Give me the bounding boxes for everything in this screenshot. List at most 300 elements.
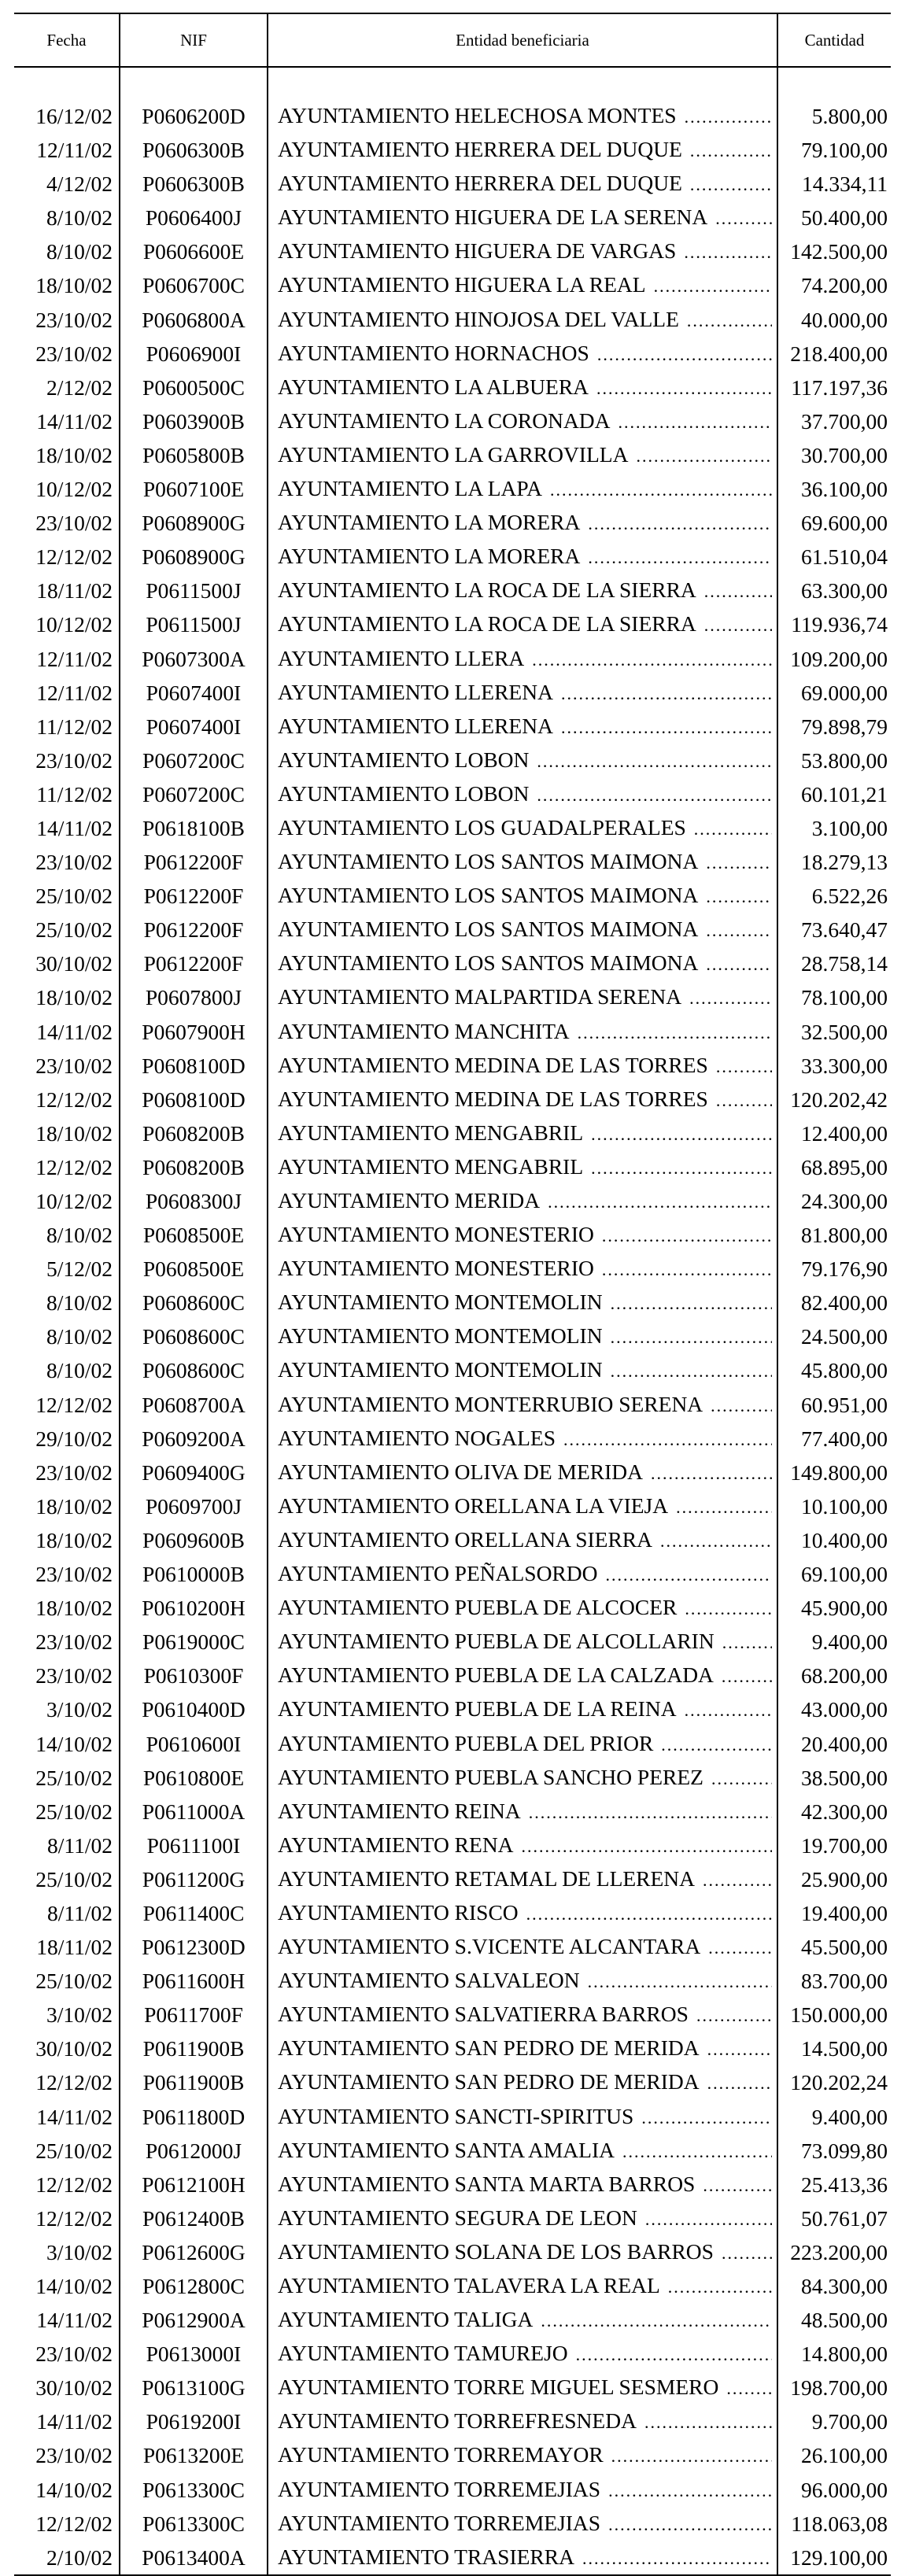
dot-leader (690, 135, 772, 167)
entidad-name: AYUNTAMIENTO MANCHITA (278, 1018, 570, 1043)
cell-fecha: 23/10/02 (14, 303, 120, 337)
dot-leader (582, 2542, 772, 2574)
cell-cantidad: 83.700,00 (801, 1969, 888, 1994)
cell-nif: P0610400D (120, 1692, 268, 1726)
cell-nif: P0608100D (120, 1049, 268, 1083)
dot-leader (726, 2372, 772, 2404)
cell-fecha: 18/10/02 (14, 1116, 120, 1150)
cell-cantidad: 14.334,11 (802, 172, 888, 197)
cell-nif: P0608200B (120, 1150, 268, 1184)
cell-fecha: 23/10/02 (14, 1625, 120, 1659)
dot-leader (608, 2475, 772, 2507)
cell-fecha: 11/12/02 (14, 777, 120, 811)
table-row (14, 1083, 891, 1116)
table-row (14, 2269, 891, 2303)
entidad-name: AYUNTAMIENTO LOBON (278, 747, 530, 772)
cell-nif: P0610800E (120, 1761, 268, 1795)
entidad-name: AYUNTAMIENTO SAN PEDRO DE MERIDA (278, 2035, 700, 2061)
cell-entidad (268, 371, 777, 404)
entidad-name: AYUNTAMIENTO LA CORONADA (278, 408, 611, 433)
cell-nif: P0606300B (120, 167, 268, 201)
subsidy-table (14, 13, 891, 2576)
cell-cantidad: 20.400,00 (801, 1731, 888, 1756)
cell-fecha: 25/10/02 (14, 2134, 120, 2168)
cell-entidad (268, 472, 777, 506)
table-row (14, 337, 891, 371)
cell-cantidad: 6.522,26 (811, 884, 888, 909)
cell-cantidad: 5.800,00 (811, 104, 888, 128)
cell-fecha: 10/12/02 (14, 1184, 120, 1218)
dot-leader (661, 1729, 772, 1761)
cell-cantidad: 45.900,00 (801, 1596, 888, 1621)
cell-fecha: 2/10/02 (14, 2541, 120, 2575)
cell-fecha: 14/11/02 (14, 1015, 120, 1049)
cell-fecha: 8/11/02 (14, 1896, 120, 1930)
cell-cantidad: 79.100,00 (801, 138, 888, 163)
header-entidad: Entidad beneficiaria (268, 13, 777, 67)
entidad-name: AYUNTAMIENTO HIGUERA DE VARGAS (278, 238, 677, 264)
table-row (14, 2134, 891, 2168)
cell-nif: P0612600G (120, 2235, 268, 2269)
cell-entidad (268, 607, 777, 641)
cell-nif: P0612200F (120, 913, 268, 947)
dot-leader (703, 2169, 772, 2201)
cell-cantidad: 218.400,00 (790, 341, 888, 366)
cell-nif: P0608300J (120, 1184, 268, 1218)
entidad-name: AYUNTAMIENTO SANCTI-SPIRITUS (278, 2103, 634, 2128)
entidad-name: AYUNTAMIENTO LOS GUADALPERALES (278, 814, 686, 840)
entidad-name: AYUNTAMIENTO REINA (278, 1798, 521, 1823)
cell-fecha: 23/10/02 (14, 2337, 120, 2371)
cell-cantidad: 73.640,47 (801, 917, 888, 943)
cell-nif: P0611700F (120, 1998, 268, 2032)
cell-cantidad: 77.400,00 (801, 1426, 888, 1451)
dot-leader (537, 745, 772, 777)
entidad-name: AYUNTAMIENTO TALIGA (278, 2307, 534, 2332)
cell-fecha: 5/12/02 (14, 1252, 120, 1286)
cell-entidad (268, 2168, 777, 2201)
table-row (14, 2201, 891, 2235)
cell-entidad (268, 2337, 777, 2371)
cell-entidad (268, 1353, 777, 1387)
cell-entidad (268, 1829, 777, 1862)
cell-cantidad: 45.800,00 (801, 1358, 888, 1383)
cell-nif: P0609600B (120, 1523, 268, 1557)
entidad-name: AYUNTAMIENTO TALAVERA LA REAL (278, 2273, 660, 2297)
cell-nif: P0608600C (120, 1319, 268, 1353)
dot-leader (522, 1830, 772, 1862)
entidad-name: AYUNTAMIENTO MONTERRUBIO SERENA (278, 1391, 703, 1416)
cell-fecha: 23/10/02 (14, 2438, 120, 2472)
dot-leader (608, 2508, 772, 2541)
dot-leader (602, 1220, 772, 1252)
entidad-name: AYUNTAMIENTO PUEBLA DE ALCOCER (278, 1595, 678, 1620)
entidad-name: AYUNTAMIENTO LOBON (278, 781, 530, 806)
dot-leader (596, 372, 772, 404)
entidad-name: AYUNTAMIENTO HERRERA DEL DUQUE (278, 137, 682, 162)
cell-fecha: 30/10/02 (14, 2032, 120, 2065)
cell-cantidad: 73.099,80 (801, 2138, 888, 2163)
cell-fecha: 12/12/02 (14, 2201, 120, 2235)
cell-entidad (268, 1692, 777, 1726)
table-row (14, 947, 891, 980)
dot-leader (668, 2271, 772, 2303)
dot-leader (602, 1253, 772, 1286)
header-cantidad: Cantidad (777, 13, 891, 67)
table-row (14, 2065, 891, 2099)
dot-leader (645, 2203, 772, 2235)
cell-fecha: 8/10/02 (14, 1319, 120, 1353)
cell-fecha: 8/10/02 (14, 1218, 120, 1252)
table-body (14, 67, 891, 2575)
table-row (14, 1727, 891, 1761)
cell-entidad (268, 99, 777, 133)
cell-entidad (268, 2032, 777, 2065)
cell-fecha: 18/11/02 (14, 1930, 120, 1964)
dot-leader (597, 338, 772, 371)
cell-nif: P0613100G (120, 2371, 268, 2404)
cell-entidad (268, 2404, 777, 2438)
cell-nif: P0612200F (120, 947, 268, 980)
cell-nif: P0603900B (120, 404, 268, 438)
cell-fecha: 18/10/02 (14, 1591, 120, 1625)
cell-fecha: 12/11/02 (14, 133, 120, 167)
entidad-name: AYUNTAMIENTO LA GARROVILLA (278, 441, 629, 467)
cell-nif: P0606300B (120, 133, 268, 167)
table-row (14, 167, 891, 201)
dot-leader (716, 1050, 772, 1083)
cell-fecha: 14/10/02 (14, 2269, 120, 2303)
cell-fecha: 14/10/02 (14, 1727, 120, 1761)
table-row (14, 404, 891, 438)
cell-fecha: 23/10/02 (14, 845, 120, 879)
cell-entidad (268, 1659, 777, 1692)
cell-fecha: 8/10/02 (14, 201, 120, 234)
cell-nif: P0610200H (120, 1591, 268, 1625)
cell-entidad (268, 133, 777, 167)
cell-cantidad: 3.100,00 (811, 815, 888, 840)
cell-entidad (268, 2201, 777, 2235)
entidad-name: AYUNTAMIENTO TORRE MIGUEL SESMERO (278, 2375, 719, 2400)
dot-leader (708, 1932, 772, 1964)
dot-leader (529, 1796, 772, 1829)
cell-entidad (268, 1319, 777, 1353)
cell-entidad (268, 947, 777, 980)
table-row (14, 1964, 891, 1998)
table-row (14, 2303, 891, 2337)
dot-leader (576, 2338, 772, 2371)
entidad-name: AYUNTAMIENTO MENGABRIL (278, 1120, 584, 1145)
cell-entidad (268, 1388, 777, 1422)
entidad-name: AYUNTAMIENTO PEÑALSORDO (278, 1561, 598, 1586)
entidad-name: AYUNTAMIENTO MONTEMOLIN (278, 1357, 603, 1382)
entidad-name: AYUNTAMIENTO PUEBLA DE LA REINA (278, 1696, 677, 1722)
cell-entidad (268, 1286, 777, 1319)
cell-nif: P0612400B (120, 2201, 268, 2235)
dot-leader (541, 2305, 772, 2337)
entidad-name: AYUNTAMIENTO LA ALBUERA (278, 374, 589, 399)
dot-leader (532, 644, 772, 676)
cell-entidad (268, 337, 777, 371)
cell-entidad (268, 1083, 777, 1116)
cell-cantidad: 40.000,00 (801, 307, 888, 332)
dot-leader (684, 236, 772, 268)
cell-cantidad: 18.279,13 (801, 850, 888, 875)
cell-nif: P0609200A (120, 1422, 268, 1456)
table-row (14, 472, 891, 506)
cell-entidad (268, 201, 777, 234)
table-row (14, 879, 891, 913)
cell-nif: P0611800D (120, 2100, 268, 2134)
table-row (14, 2168, 891, 2201)
cell-fecha: 12/11/02 (14, 676, 120, 710)
cell-entidad (268, 2303, 777, 2337)
table-row (14, 371, 891, 404)
entidad-name: AYUNTAMIENTO S.VICENTE ALCANTARA (278, 1934, 701, 1959)
table-row (14, 201, 891, 234)
cell-cantidad: 68.895,00 (801, 1154, 888, 1179)
cell-nif: P0607300A (120, 642, 268, 676)
table-row (14, 1659, 891, 1692)
cell-entidad (268, 1456, 777, 1489)
table-row (14, 1930, 891, 1964)
cell-cantidad: 129.100,00 (777, 2541, 891, 2575)
cell-nif: P0608100D (120, 1083, 268, 1116)
cell-fecha: 14/11/02 (14, 2100, 120, 2134)
table-row (14, 1150, 891, 1184)
cell-fecha: 18/10/02 (14, 1523, 120, 1557)
entidad-name: AYUNTAMIENTO RISCO (278, 1899, 519, 1925)
cell-fecha: 30/10/02 (14, 2371, 120, 2404)
dot-leader (611, 1321, 772, 1353)
entidad-name: AYUNTAMIENTO MEDINA DE LAS TORRES (278, 1052, 708, 1077)
cell-entidad (268, 1252, 777, 1286)
cell-entidad (268, 303, 777, 337)
cell-fecha: 14/10/02 (14, 2473, 120, 2507)
cell-entidad (268, 980, 777, 1014)
cell-fecha: 12/12/02 (14, 2507, 120, 2541)
entidad-name: AYUNTAMIENTO MENGABRIL (278, 1153, 584, 1179)
entidad-name: AYUNTAMIENTO ORELLANA SIERRA (278, 1526, 652, 1552)
entidad-name: AYUNTAMIENTO MONESTERIO (278, 1256, 594, 1281)
entidad-name: AYUNTAMIENTO HINOJOSA DEL VALLE (278, 306, 679, 331)
cell-fecha: 2/12/02 (14, 371, 120, 404)
dot-leader (548, 1186, 772, 1218)
cell-entidad (268, 811, 777, 845)
cell-nif: P0611000A (120, 1795, 268, 1829)
table-row (14, 234, 891, 268)
cell-nif: P0609700J (120, 1489, 268, 1523)
cell-entidad (268, 676, 777, 710)
entidad-name: AYUNTAMIENTO ORELLANA LA VIEJA (278, 1493, 669, 1518)
table-row (14, 1896, 891, 1930)
table-row (14, 2337, 891, 2371)
cell-cantidad: 96.000,00 (801, 2477, 888, 2502)
dot-leader (711, 1389, 772, 1422)
cell-cantidad: 10.100,00 (801, 1493, 888, 1519)
cell-cantidad: 9.400,00 (811, 1629, 888, 1655)
cell-entidad (268, 642, 777, 676)
cell-entidad (268, 2541, 777, 2575)
cell-fecha: 8/11/02 (14, 1829, 120, 1862)
cell-entidad (268, 2134, 777, 2168)
table-row (14, 2438, 891, 2472)
cell-nif: P0613400A (120, 2541, 268, 2575)
dot-leader (537, 779, 772, 811)
entidad-name: AYUNTAMIENTO TORREFRESNEDA (278, 2408, 637, 2434)
cell-fecha: 23/10/02 (14, 1049, 120, 1083)
table-row (14, 676, 891, 710)
cell-nif: P0612100H (120, 2168, 268, 2201)
dot-leader (690, 168, 772, 201)
entidad-name: AYUNTAMIENTO MONTEMOLIN (278, 1323, 603, 1349)
table-row (14, 1456, 891, 1489)
cell-entidad (268, 1998, 777, 2032)
table-row (14, 607, 891, 641)
cell-entidad (268, 2269, 777, 2303)
cell-entidad (268, 438, 777, 472)
dot-leader (694, 813, 772, 845)
cell-cantidad: 48.500,00 (801, 2308, 888, 2333)
cell-fecha: 12/12/02 (14, 1083, 120, 1116)
cell-cantidad: 28.758,14 (801, 951, 888, 976)
cell-entidad (268, 1761, 777, 1795)
cell-cantidad: 50.400,00 (801, 205, 888, 231)
entidad-name: AYUNTAMIENTO HIGUERA DE LA SERENA (278, 205, 708, 230)
dot-leader (561, 677, 772, 710)
dot-leader (561, 711, 772, 744)
cell-fecha: 23/10/02 (14, 744, 120, 777)
entidad-name: AYUNTAMIENTO MERIDA (278, 1188, 541, 1212)
cell-cantidad: 120.202,24 (790, 2070, 888, 2095)
cell-cantidad: 109.200,00 (790, 646, 888, 671)
table-row (14, 268, 891, 302)
cell-nif: P0608600C (120, 1286, 268, 1319)
cell-nif: P0611100I (120, 1829, 268, 1862)
entidad-name: AYUNTAMIENTO HIGUERA LA REAL (278, 272, 646, 297)
dot-leader (685, 101, 772, 133)
cell-cantidad: 81.800,00 (801, 1223, 888, 1248)
cell-fecha: 12/12/02 (14, 1150, 120, 1184)
cell-entidad (268, 2371, 777, 2404)
entidad-name: AYUNTAMIENTO LA MORERA (278, 510, 581, 535)
cell-entidad (268, 2473, 777, 2507)
entidad-name: AYUNTAMIENTO LA MORERA (278, 544, 581, 569)
cell-cantidad: 30.700,00 (801, 442, 888, 467)
cell-cantidad: 37.700,00 (801, 408, 888, 434)
cell-cantidad: 84.300,00 (801, 2274, 888, 2298)
entidad-name: AYUNTAMIENTO TORREMEJIAS (278, 2510, 601, 2535)
dot-leader (711, 1762, 772, 1795)
cell-entidad (268, 1150, 777, 1184)
table-row (14, 1795, 891, 1829)
dot-leader (696, 1999, 772, 2032)
dot-leader (611, 1355, 772, 1387)
entidad-name: AYUNTAMIENTO TAMUREJO (278, 2341, 568, 2366)
entidad-name: AYUNTAMIENTO SAN PEDRO DE MERIDA (278, 2069, 700, 2094)
cell-fecha: 14/11/02 (14, 2303, 120, 2337)
entidad-name: AYUNTAMIENTO RENA (278, 1832, 514, 1857)
cell-entidad (268, 1015, 777, 1049)
table-row (14, 1319, 891, 1353)
cell-cantidad: 32.500,00 (801, 1019, 888, 1044)
table-row (14, 133, 891, 167)
cell-entidad (268, 913, 777, 947)
cell-cantidad: 149.800,00 (790, 1460, 888, 1485)
dot-leader (654, 270, 772, 302)
cell-entidad (268, 1896, 777, 1930)
cell-fecha: 12/11/02 (14, 642, 120, 676)
dot-leader (611, 1287, 772, 1319)
cell-fecha: 25/10/02 (14, 1795, 120, 1829)
table-row (14, 438, 891, 472)
entidad-name: AYUNTAMIENTO MEDINA DE LAS TORRES (278, 1086, 708, 1111)
table-row (14, 845, 891, 879)
cell-fecha: 29/10/02 (14, 1422, 120, 1456)
cell-entidad (268, 710, 777, 744)
cell-fecha: 10/12/02 (14, 472, 120, 506)
dot-leader (611, 2440, 772, 2472)
cell-cantidad: 42.300,00 (801, 1799, 888, 1824)
cell-nif: P0607800J (120, 980, 268, 1014)
cell-cantidad: 14.500,00 (801, 2036, 888, 2061)
table-row (14, 1422, 891, 1456)
dot-leader (706, 880, 772, 913)
table-row (14, 710, 891, 744)
dot-leader (689, 982, 772, 1014)
cell-entidad (268, 1422, 777, 1456)
cell-entidad (268, 1591, 777, 1625)
cell-entidad (268, 2507, 777, 2541)
cell-nif: P0612900A (120, 2303, 268, 2337)
dot-leader (685, 1694, 772, 1726)
table-row (14, 1116, 891, 1150)
table-row (14, 1557, 891, 1591)
entidad-name: AYUNTAMIENTO SEGURA DE LEON (278, 2205, 637, 2230)
cell-nif: P0613200E (120, 2438, 268, 2472)
table-row (14, 2100, 891, 2134)
cell-nif: P0612200F (120, 845, 268, 879)
entidad-name: AYUNTAMIENTO PUEBLA DEL PRIOR (278, 1730, 654, 1755)
table-row (14, 1049, 891, 1083)
cell-entidad (268, 404, 777, 438)
entidad-name: AYUNTAMIENTO HELECHOSA MONTES (278, 103, 677, 127)
cell-cantidad: 43.000,00 (801, 1697, 888, 1722)
entidad-name: AYUNTAMIENTO SALVALEON (278, 1968, 580, 1993)
cell-entidad (268, 167, 777, 201)
cell-nif: P0608900G (120, 506, 268, 540)
cell-cantidad: 45.500,00 (801, 1935, 888, 1960)
cell-entidad (268, 1930, 777, 1964)
cell-cantidad: 78.100,00 (801, 985, 888, 1010)
dot-leader (641, 2102, 772, 2134)
cell-nif: P0612300D (120, 1930, 268, 1964)
dot-leader (716, 1084, 772, 1116)
cell-cantidad: 33.300,00 (801, 1053, 888, 1078)
cell-entidad (268, 1049, 777, 1083)
cell-nif: P0607100E (120, 472, 268, 506)
cell-entidad (268, 1489, 777, 1523)
cell-entidad (268, 2065, 777, 2099)
cell-nif: P0611600H (120, 1964, 268, 1998)
cell-fecha: 23/10/02 (14, 1557, 120, 1591)
entidad-name: AYUNTAMIENTO TORREMEJIAS (278, 2476, 601, 2501)
entidad-name: AYUNTAMIENTO HORNACHOS (278, 340, 589, 365)
cell-fecha: 18/10/02 (14, 1489, 120, 1523)
cell-nif: P0611400C (120, 1896, 268, 1930)
cell-nif: P0612800C (120, 2269, 268, 2303)
cell-entidad (268, 1795, 777, 1829)
